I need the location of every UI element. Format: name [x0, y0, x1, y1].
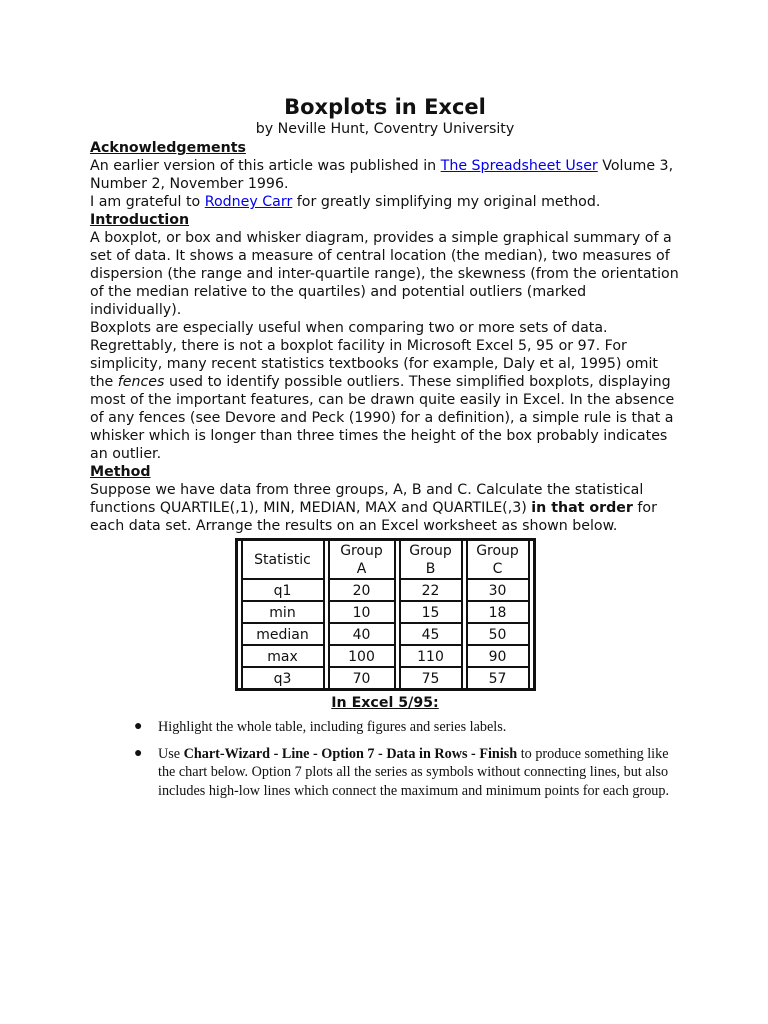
table-cell: 10 — [328, 602, 396, 624]
introduction-heading: Introduction — [90, 212, 190, 228]
table-row — [241, 646, 530, 668]
table-header-cell: Group A — [328, 541, 396, 580]
introduction-paragraph-1: A boxplot, or box and whisker diagram, provides a simple graphical summary of a set of data. It shows a measure of central location (the median), two measures of dispersion (the range and inter-quartile range), the skewness (from the orientation of the median relative to the quartiles) and potential outliers (marked individually). — [90, 230, 679, 318]
spreadsheet-user-link[interactable]: The Spreadsheet User — [440, 158, 598, 174]
table-cell: 15 — [399, 602, 463, 624]
table-header-row — [241, 541, 530, 580]
bullet-icon: ● — [134, 745, 143, 761]
text-span: Boxplots are especially useful when comparing two or more sets of data. Regrettably, there is not a boxplot facility in Microsoft Excel 5, 95 or 97. For simplicity, many recent statistics textbooks (for example, Daly et al, 1995) omit the — [90, 320, 658, 390]
acknowledgements-paragraph-1 — [90, 157, 680, 193]
page-title: Boxplots in Excel — [284, 95, 486, 119]
table-cell: q1 — [241, 580, 325, 602]
in-that-order-bold: in that order — [531, 500, 633, 516]
method-heading: Method — [90, 464, 151, 480]
table-cell: 30 — [466, 580, 530, 602]
text-span: Suppose we have data from three groups, A, B and C. Calculate the statistical functions QUARTILE(,1), MIN, MEDIAN, MAX and QUARTILE(,3) — [90, 482, 644, 516]
text-span: Volume 3, Number 2, November 1996. — [90, 158, 674, 192]
table-cell: median — [241, 624, 325, 646]
document-page — [90, 94, 680, 808]
table-cell: 45 — [399, 624, 463, 646]
table-cell: 110 — [399, 646, 463, 668]
table-row — [241, 624, 530, 646]
table-cell: 70 — [328, 668, 396, 688]
acknowledgements-heading: Acknowledgements — [90, 140, 246, 156]
list-item-text: to produce something like the chart below. Option 7 plots all the series as symbols without connecting lines, but also includes high-low lines which connect the maximum and minimum points for each group. — [158, 745, 670, 799]
list-item — [90, 745, 680, 801]
table-cell: 20 — [328, 580, 396, 602]
table-cell: 100 — [328, 646, 396, 668]
introduction-paragraph-2 — [90, 319, 680, 463]
table-cell: 18 — [466, 602, 530, 624]
text-span: used to identify possible outliers. These simplified boxplots, displaying most of the important features, can be drawn quite easily in Excel. In the absence of any fences (see Devore and Peck (1990) for a definition), a simple rule is that a whisker which is longer than three times the height of the box probably indicates an outlier. — [90, 374, 675, 462]
table-header-cell: Group B — [399, 541, 463, 580]
bullet-icon: ● — [134, 719, 143, 734]
table-cell: max — [241, 646, 325, 668]
rodney-carr-link[interactable]: Rodney Carr — [204, 194, 293, 210]
list-item-text: Highlight the whole table, including figures and series labels. — [158, 719, 507, 735]
statistics-table — [235, 538, 536, 691]
fences-emphasis: fences — [117, 374, 165, 390]
table-row — [241, 580, 530, 602]
list-item — [90, 718, 680, 737]
table-cell: 90 — [466, 646, 530, 668]
table-cell: 57 — [466, 668, 530, 688]
text-span: An earlier version of this article was published in — [90, 158, 441, 174]
excel-section-heading: In Excel 5/95: — [331, 695, 439, 711]
text-span: I am grateful to — [90, 194, 205, 210]
list-item-text: Use — [158, 745, 184, 762]
table-cell: min — [241, 602, 325, 624]
chart-wizard-steps-bold: Chart-Wizard - Line - Option 7 - Data in Rows - Finish — [183, 745, 518, 762]
acknowledgements-paragraph-2 — [90, 193, 680, 211]
table-cell: q3 — [241, 668, 325, 688]
table-cell: 75 — [399, 668, 463, 688]
table-header-cell: Group C — [466, 541, 530, 580]
table-cell: 22 — [399, 580, 463, 602]
table-row — [241, 602, 530, 624]
table-cell: 40 — [328, 624, 396, 646]
table-row — [241, 668, 530, 688]
text-span: for each data set. Arrange the results on an Excel worksheet as shown below. — [90, 500, 657, 534]
byline: by Neville Hunt, Coventry University — [255, 121, 515, 137]
table-cell: 50 — [466, 624, 530, 646]
instruction-list — [90, 718, 680, 800]
text-span: for greatly simplifying my original method. — [292, 194, 601, 210]
table-header-cell: Statistic — [241, 541, 325, 580]
method-paragraph — [90, 481, 680, 535]
statistics-table-wrapper — [90, 538, 680, 691]
